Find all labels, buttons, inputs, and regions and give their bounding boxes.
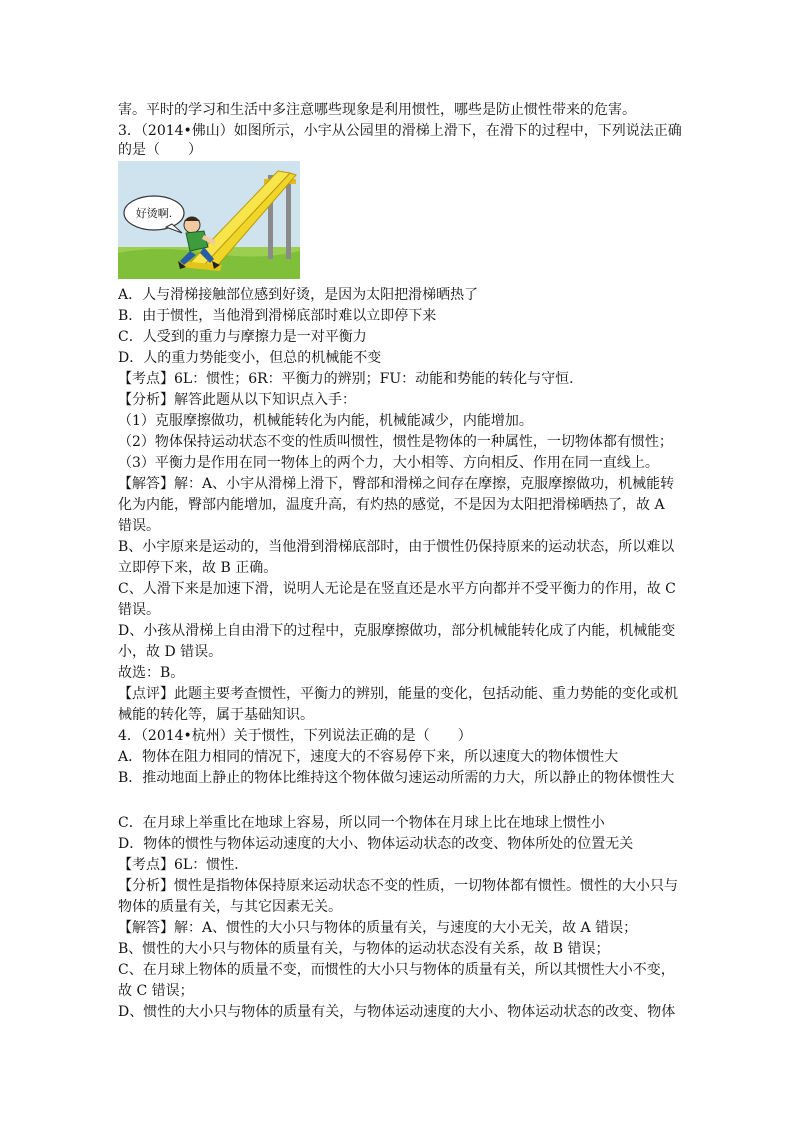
text-line: C、在月球上物体的质量不变，而惯性的大小只与物体的质量有关，所以其惯性大小不变， [118, 962, 675, 978]
text-line: 械能的转化等，属于基础知识。 [118, 707, 314, 723]
fenxi-point-1: （1）克服摩擦做功，机械能转化为内能，机械能减少，内能增加。 [118, 413, 533, 429]
text-line: 错误。 [118, 602, 160, 618]
slide-illustration [118, 161, 300, 279]
fenxi-point-2: （2）物体保持运动状态不变的性质叫惯性，惯性是物体的一种属性，一切物体都有惯性； [118, 434, 673, 450]
text-line: 故 C 错误； [118, 983, 194, 999]
question-3-stem-end: 的是（ ） [118, 142, 202, 158]
kaodian: 【考点】6L：惯性． [118, 857, 249, 873]
jieda: 【解答】解：A、惯性的大小只与物体的质量有关，与速度的大小无关，故 A 错误； [118, 920, 638, 936]
text-line: D、惯性的大小只与物体的质量有关，与物体运动速度的大小、物体运动状态的改变、物体 [118, 1004, 676, 1020]
text-line: 立即停下来，故 B 正确。 [118, 560, 278, 576]
q4-option-b: B．推动地面上静止的物体比维持这个物体做匀速运动所需的力大，所以静止的物体惯性大 [118, 770, 675, 786]
kaodian: 【考点】6L：惯性；6R：平衡力的辨别；FU：动能和势能的转化与守恒． [118, 371, 584, 387]
fenxi: 【分析】解答此题从以下知识点入手： [118, 392, 356, 408]
option-c: C．人受到的重力与摩擦力是一对平衡力 [118, 329, 367, 345]
question-4-stem: 4．（2014•杭州）关于惯性，下列说法正确的是（ ） [118, 728, 472, 744]
text-line: B、惯性的大小只与物体的质量有关，与物体的运动状态没有关系，故 B 错误； [118, 941, 610, 957]
fenxi-point-3: （3）平衡力是作用在同一物体上的两个力，大小相等、方向相反、作用在同一直线上。 [118, 455, 659, 471]
question-3-stem: 3．（2014•佛山）如图所示，小宇从公园里的滑梯上滑下，在滑下的过程中，下列说法正确 [118, 123, 682, 139]
q4-option-a: A．物体在阻力相同的情况下，速度大的不容易停下来，所以速度大的物体惯性大 [118, 749, 619, 765]
text-line: C、人滑下来是加速下滑，说明人无论是在竖直还是水平方向都并不受平衡力的作用，故 C [118, 581, 676, 597]
speech-bubble-text: 好烫啊. [135, 207, 173, 220]
fenxi: 【分析】惯性是指物体保持原来运动状态不变的性质，一切物体都有惯性。惯性的大小只与 [118, 878, 678, 894]
dianping: 【点评】此题主要考查惯性，平衡力的辨别，能量的变化，包括动能、重力势能的变化或机 [118, 686, 678, 702]
text-line: 害。平时的学习和生活中多注意哪些现象是利用惯性，哪些是防止惯性带来的危害。 [118, 102, 636, 118]
answer: 故选：B。 [118, 665, 185, 681]
option-b: B．由于惯性，当他滑到滑梯底部时难以立即停下来 [118, 308, 437, 324]
text-line: 物体的质量有关，与其它因素无关。 [118, 899, 342, 915]
option-d: D．人的重力势能变小，但总的机械能不变 [118, 350, 382, 366]
text-line: 化为内能，臀部内能增加，温度升高，有灼热的感觉，不是因为太阳把滑梯晒热了，故 A [118, 497, 665, 513]
text-line: B、小宇原来是运动的，当他滑到滑梯底部时，由于惯性仍保持原来的运动状态，所以难以 [118, 539, 675, 555]
q4-option-d: D．物体的惯性与物体运动速度的大小、物体运动状态的改变、物体所处的位置无关 [118, 836, 634, 852]
option-a: A．人与滑梯接触部位感到好烫，是因为太阳把滑梯晒热了 [118, 287, 479, 303]
jieda: 【解答】解：A、小宇从滑梯上滑下，臀部和滑梯之间存在摩擦，克服摩擦做功，机械能转 [118, 476, 675, 492]
text-line: 错误。 [118, 518, 160, 534]
text-line: D、小孩从滑梯上自由滑下的过程中，克服摩擦做功，部分机械能转化成了内能，机械能变 [118, 623, 676, 639]
q4-option-c: C．在月球上举重比在地球上容易，所以同一个物体在月球上比在地球上惯性小 [118, 815, 605, 831]
text-line: 小，故 D 错误。 [118, 644, 223, 660]
